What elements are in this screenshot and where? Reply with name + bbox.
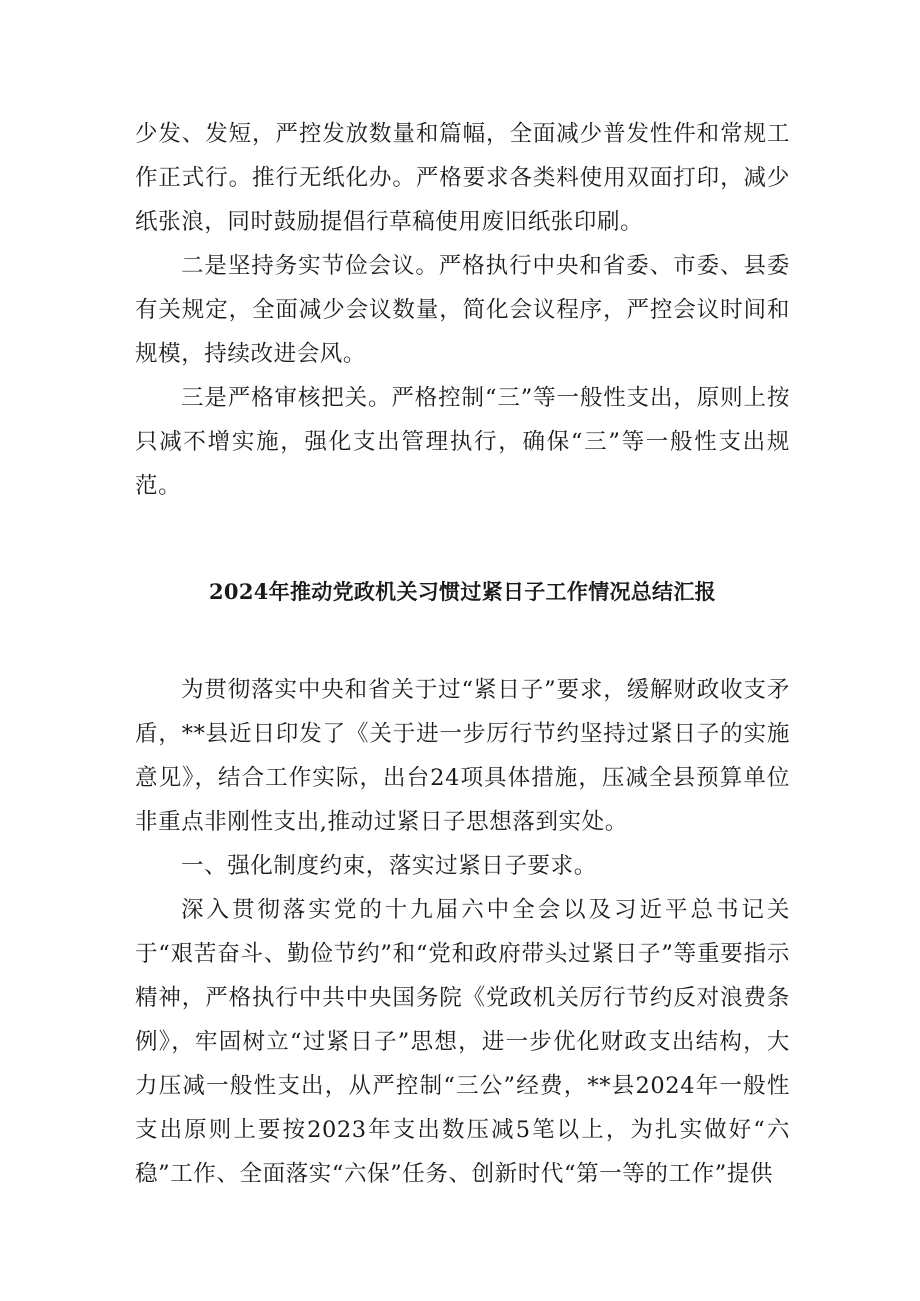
document-body <box>135 112 790 1196</box>
paragraph-review: 三是严格审核把关。严格控制“三”等一般性支出，原则上按只减不增实施，强化支出管理执行，确保“三”等一般性支出规范。 <box>135 385 790 499</box>
report-title: 2024年推动党政机关习惯过紧日子工作情况总结汇报 <box>209 579 716 604</box>
paragraph-continuation: 少发、发短，严控发放数量和篇幅，全面减少普发性件和常规工作正式行。推行无纸化办。严格要求各类料使用双面打印，减少纸张浪，同时鼓励提倡行草稿使用废旧纸张印刷。 <box>135 121 790 235</box>
paragraph-intro: 为贯彻落实中央和省关于过“紧日子”要求，缓解财政收支矛盾，**县近日印发了《关于进一步厉行节约坚持过紧日子的实施意见》，结合工作实际，出台24项具体措施，压减全县预算单位非重点非刚性支出,推动过紧日子思想落到实处。 <box>135 677 790 835</box>
section-heading-1: 一、强化制度约束，落实过紧日子要求。 <box>181 853 597 879</box>
paragraph-meetings: 二是坚持务实节俭会议。严格执行中央和省委、市委、县委有关规定，全面减少会议数量，简化会议程序，严控会议时间和规模，持续改进会风。 <box>135 253 790 367</box>
paragraph-section-1-body: 深入贯彻落实党的十九届六中全会以及习近平总书记关于“艰苦奋斗、勤俭节约”和“党和政府带头过紧日子”等重要指示精神，严格执行中共中央国务院《党政机关厉行节约反对浪费条例》，牢固树立“过紧日子”思想，进一步优化财政支出结构，大力压减一般性支出，从严控制“三公”经费，**县2024年一般性支出原则上要按2023年支出数压减5笔以上，为扎实做好“六稳”工作、全面落实“六保”任务、创新时代“第一等的工作”提供 <box>135 897 790 1187</box>
